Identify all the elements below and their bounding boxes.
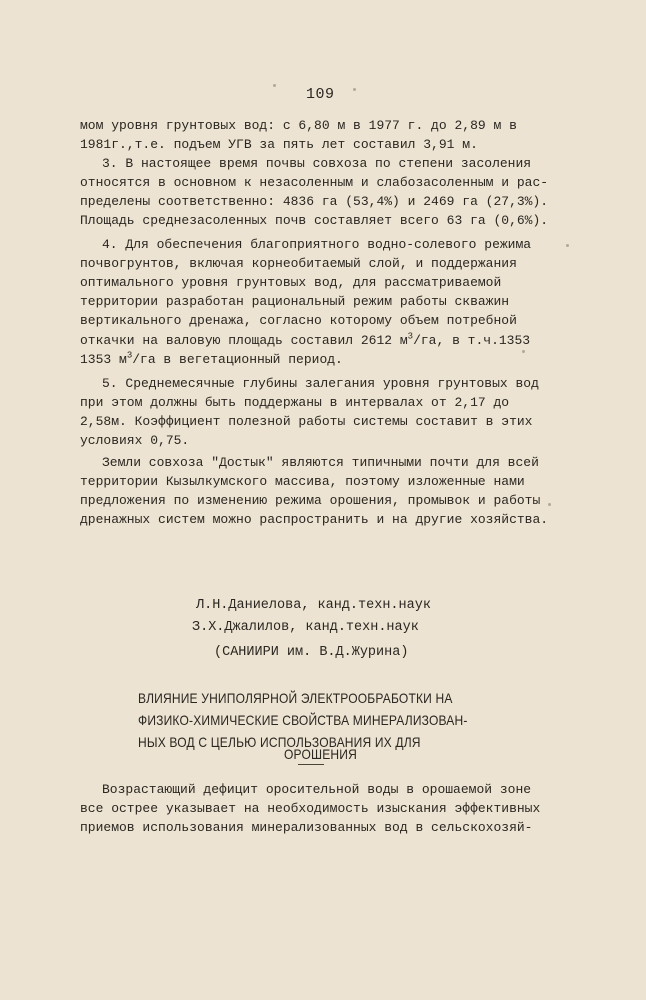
body-line: мом уровня грунтовых вод: с 6,80 м в 1977 г. до 2,89 м в — [80, 118, 517, 133]
body-line: предложения по изменению режима орошения, промывок и работы — [80, 493, 541, 508]
body-line-with-superscript — [80, 352, 343, 368]
body-line: территории разработан рациональный режим работы скважин — [80, 294, 510, 309]
body-line-tail: /га, в т.ч.1353 — [413, 333, 531, 348]
paper-speck — [548, 503, 551, 506]
body-line: 5. Среднемесячные глубины залегания уровня грунтовых вод — [102, 376, 539, 391]
body-line-with-superscript — [80, 333, 530, 349]
paper-speck — [566, 244, 569, 247]
author-1: Л.Н.Даниелова, канд.техн.наук — [196, 598, 431, 613]
article-title-line: ОРОШЕНИЯ — [284, 746, 357, 762]
title-underline — [298, 764, 324, 765]
article-title-line: ФИЗИКО-ХИМИЧЕСКИЕ СВОЙСТВА МИНЕРАЛИЗОВАН- — [138, 712, 468, 728]
superscript: 3 — [126, 350, 133, 361]
body-line-text: 1353 м — [80, 352, 127, 367]
body-line: Площадь среднезасоленных почв составляет всего 63 га (0,6%). — [80, 213, 549, 228]
article-title-line: ВЛИЯНИЕ УНИПОЛЯРНОЙ ЭЛЕКТРООБРАБОТКИ НА — [138, 690, 453, 706]
body-line-text: откачки на валовую площадь составил 2612 м — [80, 333, 408, 348]
page-number: 109 — [306, 86, 335, 103]
paper-speck — [353, 88, 356, 91]
intro-line: приемов использования минерализованных вод в сельскохозяй- — [80, 820, 533, 835]
body-line: оптимального уровня грунтовых вод, для рассматриваемой — [80, 275, 502, 290]
body-line: 1981г.,т.е. подъем УГВ за пять лет составил 3,91 м. — [80, 137, 478, 152]
body-line: относятся в основном к незасоленным и слабозасоленным и рас- — [80, 175, 549, 190]
body-line: Земли совхоза "Достык" являются типичными почти для всей — [102, 455, 539, 470]
paper-speck — [522, 350, 525, 353]
author-2: З.Х.Джалилов, канд.техн.наук — [192, 620, 419, 635]
body-line: условиях 0,75. — [80, 433, 190, 448]
body-line: 4. Для обеспечения благоприятного водно-солевого режима — [102, 237, 532, 252]
superscript: 3 — [407, 331, 414, 342]
intro-line: Возрастающий дефицит оросительной воды в орошаемой зоне — [102, 782, 532, 797]
body-line: при этом должны быть поддержаны в интервалах от 2,17 до — [80, 395, 510, 410]
body-line: вертикального дренажа, согласно которому объем потребной — [80, 313, 517, 328]
paper-speck — [273, 84, 276, 87]
body-line: почвогрунтов, включая корнеобитаемый слой, и поддержания — [80, 256, 517, 271]
intro-line: все острее указывает на необходимость изыскания эффективных — [80, 801, 541, 816]
body-line: 2,58м. Коэффициент полезной работы системы составит в этих — [80, 414, 533, 429]
body-line: 3. В настоящее время почвы совхоза по степени засоления — [102, 156, 532, 171]
body-line-tail: /га в вегетационный период. — [132, 352, 343, 367]
body-line: пределены соответственно: 4836 га (53,4%) и 2469 га (27,3%). — [80, 194, 549, 209]
article-title-line: НЫХ ВОД С ЦЕЛЬЮ ИСПОЛЬЗОВАНИЯ ИХ ДЛЯ — [138, 734, 421, 750]
body-line: территории Кызылкумского массива, поэтому изложенные нами — [80, 474, 525, 489]
body-line: дренажных систем можно распространить и на другие хозяйства. — [80, 512, 549, 527]
affiliation: (САНИИРИ им. В.Д.Журина) — [214, 645, 409, 660]
